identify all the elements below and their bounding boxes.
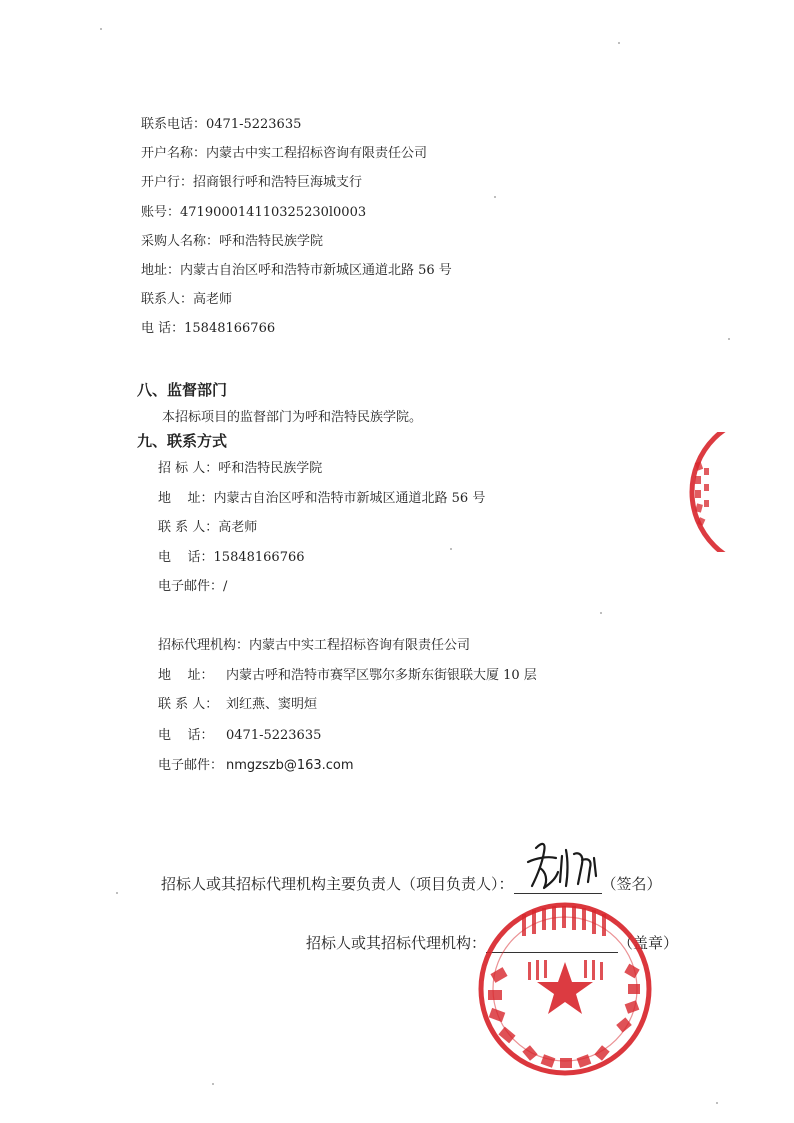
scan-speck: [450, 548, 452, 550]
purchaser-phone: 电 话：15848166766: [141, 321, 276, 336]
agency-email-label: 电子邮件：: [158, 758, 224, 773]
agency-email: nmgzszb@163.com: [226, 758, 354, 773]
agency-address: 内蒙古呼和浩特市赛罕区鄂尔多斯东街银联大厦 10 层: [226, 668, 537, 683]
seal-suffix: （盖章）: [618, 934, 679, 952]
responsible-label: 招标人或其招标代理机构主要负责人（项目负责人）：: [161, 875, 514, 893]
agency-email-row: [158, 757, 354, 775]
tenderer-phone-label: 电 话：: [158, 550, 214, 565]
scan-speck: [100, 28, 102, 30]
official-seal-stamp: [476, 900, 654, 1078]
agency-name: 内蒙古中实工程招标咨询有限责任公司: [249, 638, 471, 653]
scan-speck: [600, 612, 602, 614]
agency-name-row: [158, 637, 470, 655]
tenderer-contact: 高老师: [218, 520, 258, 535]
section9-heading: 九、联系方式: [137, 432, 228, 450]
tenderer-address: 内蒙古自治区呼和浩特市新城区通道北路 56 号: [213, 491, 486, 506]
section8-heading: 八、监督部门: [137, 381, 228, 399]
agency-phone-row: [158, 727, 321, 745]
account-number: 账号：471900014110325230l0003: [141, 205, 367, 220]
account-name: 开户名称：内蒙古中实工程招标咨询有限责任公司: [141, 146, 428, 161]
tenderer-phone-row: [158, 549, 305, 567]
tenderer-email: /: [223, 579, 228, 594]
tenderer-address-label: 地 址：: [158, 491, 214, 506]
scan-speck: [212, 1083, 214, 1085]
sign-suffix: （签名）: [601, 875, 662, 893]
tenderer-name: 呼和浩特民族学院: [218, 461, 323, 476]
agency-phone-label: 电 话：: [158, 728, 214, 743]
partial-seal-stamp: [686, 432, 746, 552]
purchaser-contact: 联系人：高老师: [141, 292, 233, 307]
section8-text: 本招标项目的监督部门为呼和浩特民族学院。: [162, 410, 423, 425]
tenderer-phone: 15848166766: [213, 550, 305, 565]
bank-name: 开户行：招商银行呼和浩特巨海城支行: [141, 175, 363, 190]
agency-contact: 刘红燕、窦明烜: [226, 697, 318, 712]
agency-phone: 0471-5223635: [226, 728, 322, 743]
tenderer-contact-label: 联 系 人：: [158, 520, 219, 535]
scan-speck: [716, 1102, 718, 1104]
purchaser-name: 采购人名称：呼和浩特民族学院: [141, 234, 324, 249]
tenderer-name-label: 招 标 人：: [158, 461, 219, 476]
agency-address-label: 地 址：: [158, 668, 214, 683]
scan-speck: [494, 196, 496, 198]
agency-name-label: 招标代理机构：: [158, 638, 250, 653]
scan-speck: [618, 42, 620, 44]
contact-phone: 联系电话：0471-5223635: [141, 117, 302, 132]
handwritten-signature: [522, 838, 618, 896]
tenderer-email-row: [158, 578, 227, 596]
tenderer-email-label: 电子邮件：: [158, 579, 224, 594]
agency-seal-label: 招标人或其招标代理机构：: [306, 934, 487, 952]
tenderer-contact-row: [158, 519, 257, 537]
agency-address-row: [158, 667, 537, 685]
agency-contact-label: 联 系 人：: [158, 697, 219, 712]
scan-speck: [728, 338, 730, 340]
tenderer-name-row: [158, 460, 322, 478]
tenderer-address-row: [158, 490, 485, 508]
purchaser-address: 地址：内蒙古自治区呼和浩特市新城区通道北路 56 号: [141, 263, 452, 278]
agency-contact-row: [158, 696, 317, 714]
scan-speck: [116, 892, 118, 894]
